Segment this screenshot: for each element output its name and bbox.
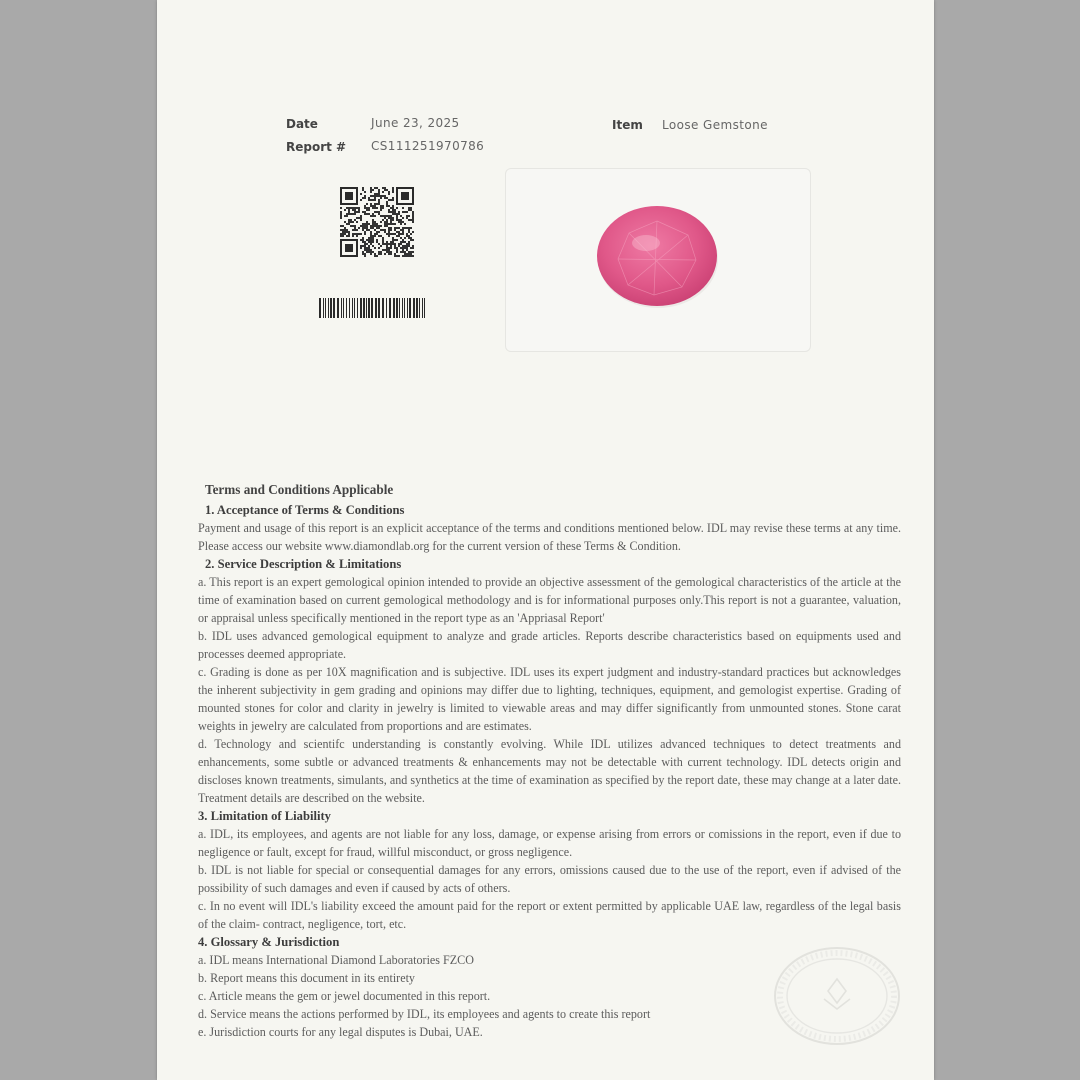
item-value: Loose Gemstone [662, 118, 768, 132]
section-1-heading: 1. Acceptance of Terms & Conditions [205, 503, 405, 517]
section-4-a: a. IDL means International Diamond Laboratories FZCO [198, 953, 474, 967]
report-number-value: CS111251970786 [371, 139, 485, 153]
qr-code-icon [340, 187, 414, 257]
section-3-b: b. IDL is not liable for special or consequential damages for any errors, omissions caused due to the use of the report, even if advised of the possibility of such damages and even if caused by acts of others. [198, 863, 901, 895]
section-2-c: c. Grading is done as per 10X magnification and is subjective. IDL uses its expert judgment and industry-standard practices but acknowledges the inherent subjectivity in gem grading and opinions may differ due to lighting, techniques, equipment, and gemologist expertise. Grading of mounted stones for color and clarity in jewelry is limited to viewable areas and may differ significantly from unmounted stones. Stone carat weights in jewelry are calculated from proportions and are estimates. [198, 665, 901, 733]
barcode-icon [318, 298, 428, 318]
gemstone-photo [596, 205, 720, 311]
section-3-heading: 3. Limitation of Liability [198, 809, 331, 823]
report-number-label: Report # [286, 140, 347, 154]
date-value: June 23, 2025 [371, 116, 460, 130]
section-2-a: a. This report is an expert gemological opinion intended to provide an objective assessment of the gemological characteristics of the article at the time of examination based on current gemological methodology and is for informational purposes only.This report is not a guarantee, valuation, or appraisal unless specifically mentioned in the report type as an 'Appriasal Report' [198, 575, 901, 625]
section-4-heading: 4. Glossary & Jurisdiction [198, 935, 340, 949]
section-3-c: c. In no event will IDL's liability exceed the amount paid for the report or extent permitted by applicable UAE law, regardless of the legal basis of the claim- contract, negligence, tort, etc. [198, 899, 901, 931]
section-2-heading: 2. Service Description & Limitations [205, 557, 402, 571]
section-2-d: d. Technology and scientifc understanding is constantly evolving. While IDL utilizes advanced techniques to detect treatments and enhancements, some subtle or advanced treatments & enhancements may not be detectable with current technology. IDL detects origin and discloses known treatments, simulants, and synthetics at the time of examination as specified by the report date, these may change at a later date. Treatment details are described on the website. [198, 737, 901, 805]
section-4-e: e. Jurisdiction courts for any legal disputes is Dubai, UAE. [198, 1025, 483, 1039]
section-3-a: a. IDL, its employees, and agents are not liable for any loss, damage, or expense arising from errors or comissions in the report, even if due to negligence or fault, except for fraud, willful misconduct, or gross negligence. [198, 827, 901, 859]
date-label: Date [286, 117, 318, 131]
section-4-b: b. Report means this document in its entirety [198, 971, 415, 985]
report-sheet [157, 0, 934, 1080]
section-4-d: d. Service means the actions performed by IDL, its employees and agents to create this report [198, 1007, 651, 1021]
item-label: Item [612, 118, 643, 132]
embossed-seal-icon [772, 945, 902, 1047]
gemstone-photo-frame [505, 168, 811, 352]
section-4-c: c. Article means the gem or jewel documented in this report. [198, 989, 491, 1003]
terms-title: Terms and Conditions Applicable [205, 482, 394, 497]
section-1-text: Payment and usage of this report is an explicit acceptance of the terms and conditions mentioned below. IDL may revise these terms at any time. Please access our website www.diamondlab.org for the current version of these Terms & Condition. [198, 521, 901, 553]
section-2-b: b. IDL uses advanced gemological equipment to analyze and grade articles. Reports describe characteristics based on equipments used and processes deemed appropriate. [198, 629, 901, 661]
